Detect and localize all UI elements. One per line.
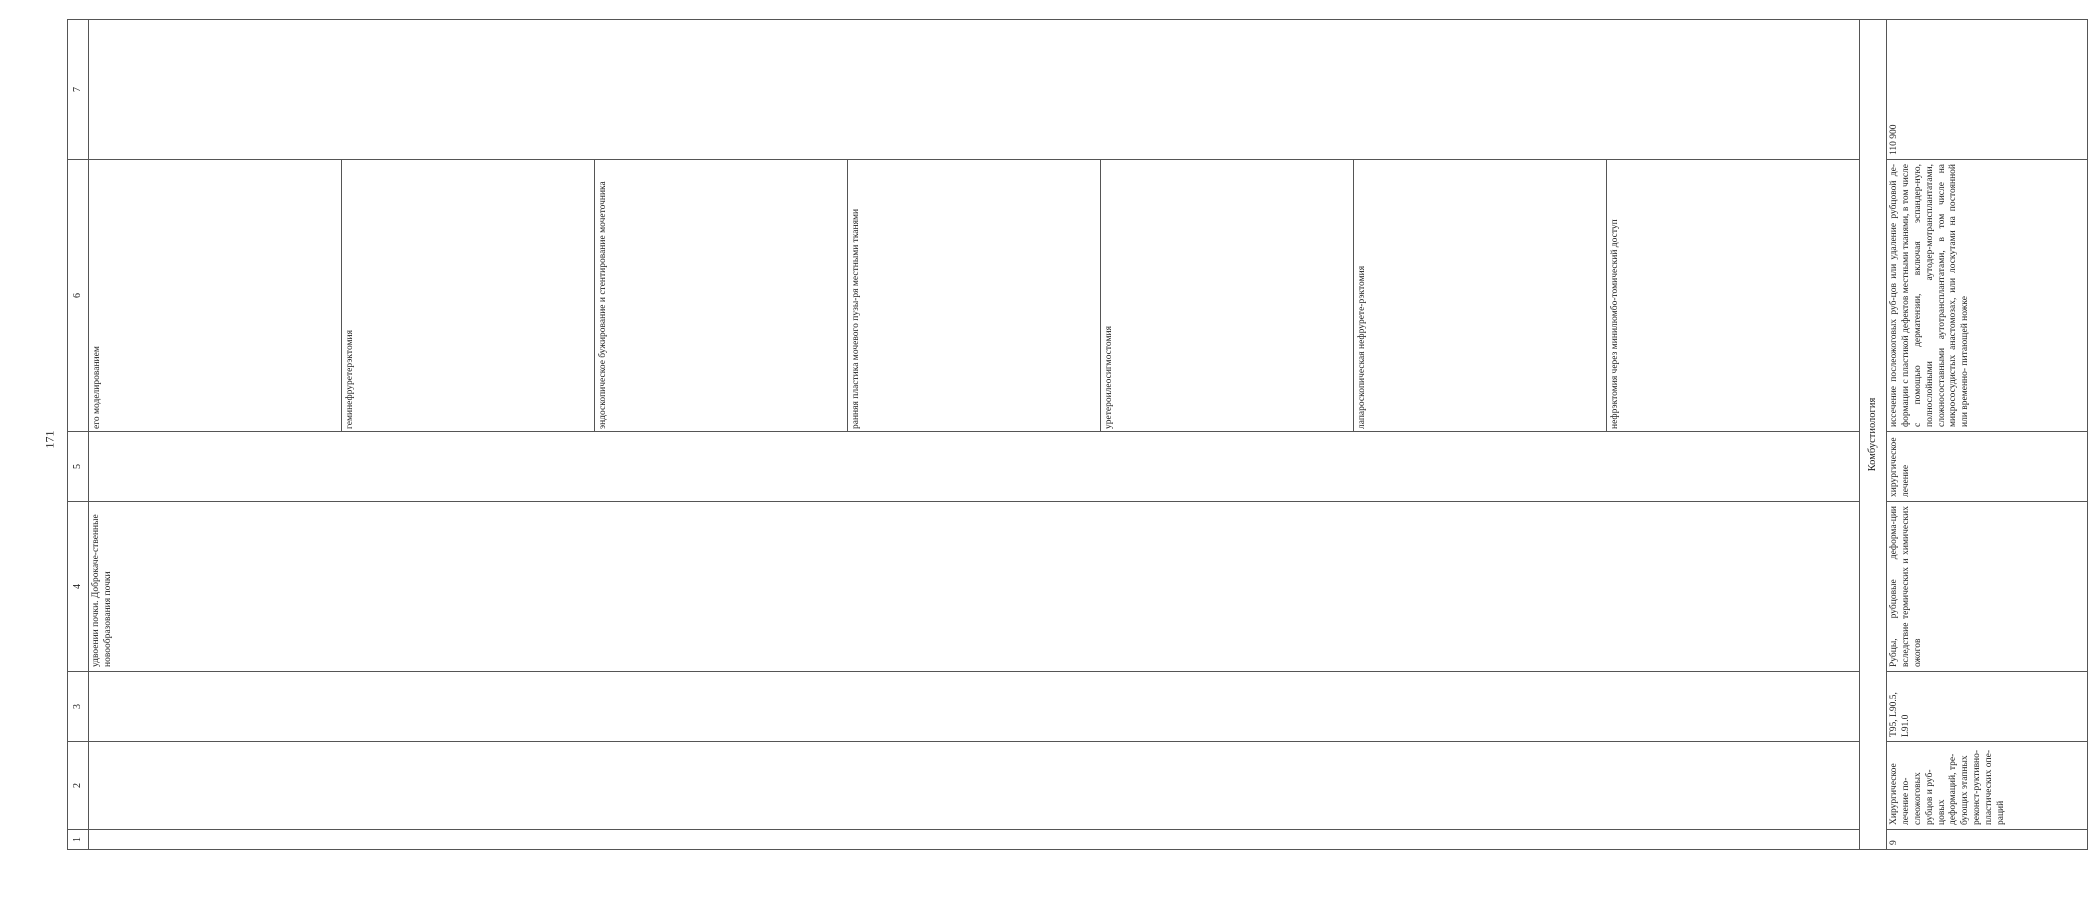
methods-list (89, 160, 1859, 431)
method-item: лапароскопическая нефрурете-рэктомия (1354, 160, 1607, 431)
method-item: ранняя пластика мочевого пузы-ря местными тканями (848, 160, 1101, 431)
method-item: геминефруретерэктомия (342, 160, 595, 431)
header-col-6: 6 (68, 160, 89, 432)
cont-cell-number (89, 830, 1860, 850)
continuation-row (89, 20, 1860, 850)
treatment-table (67, 19, 2088, 850)
section-title: Комбустиология (1860, 20, 1887, 850)
row-diagnosis: Рубцы, рубцовые деформа-ции вследствие термических и химических ожогов (1887, 502, 2088, 672)
row-number: 9 (1887, 830, 2088, 850)
row-method: иссечение послеожоговых руб-цов или удаление рубцовой де-формации с пластикой дефектов местными тканями, в том числе с помощью дерматензии, включая эспандер-ную, полнослойными аутодер-мотрансплантатами, сложносоставными аутотрансплантатами, в том числе на микрососудистых анастомозах, или лоскутами на постоянной или временно- питающей ножке (1887, 160, 2088, 432)
section-row (1860, 20, 1887, 850)
cont-cell-diagnosis: удвоении почки. Доброкаче-ственные новообразования почки (89, 502, 1860, 672)
row-cost: 110 900 (1887, 20, 2088, 160)
rotated-table-wrapper (67, 20, 2006, 850)
header-col-5: 5 (68, 432, 89, 502)
cont-cell-codes (89, 672, 1860, 742)
method-item: эндоскопическое бужирование и стентирование мочеточника (595, 160, 848, 431)
cont-cell-cost (89, 20, 1860, 160)
cont-cell-methods (89, 160, 1860, 432)
header-col-1: 1 (68, 830, 89, 850)
row-name: Хирургическое лечение по-слеожоговых рубцов и руб-цовых деформаций, тре-бующих этапных реконст-руктивно-пластических опе-раций (1887, 742, 2088, 830)
header-col-7: 7 (68, 20, 89, 160)
header-row (68, 20, 89, 850)
method-item: уретероилеосигмостомия (1101, 160, 1354, 431)
row-treatment-type: хирургическое лечение (1887, 432, 2088, 502)
page-number: 171 (42, 430, 57, 449)
header-col-2: 2 (68, 742, 89, 830)
header-col-3: 3 (68, 672, 89, 742)
table-row (1887, 20, 2088, 850)
method-item: нефрэктомия через минилюмбо-томический доступ (1610, 219, 1620, 429)
cont-cell-name (89, 742, 1860, 830)
method-item: его моделированием (89, 160, 342, 431)
cont-cell-treatment-type (89, 432, 1860, 502)
row-codes: T95, L90.5, L91.0 (1887, 672, 2088, 742)
header-col-4: 4 (68, 502, 89, 672)
